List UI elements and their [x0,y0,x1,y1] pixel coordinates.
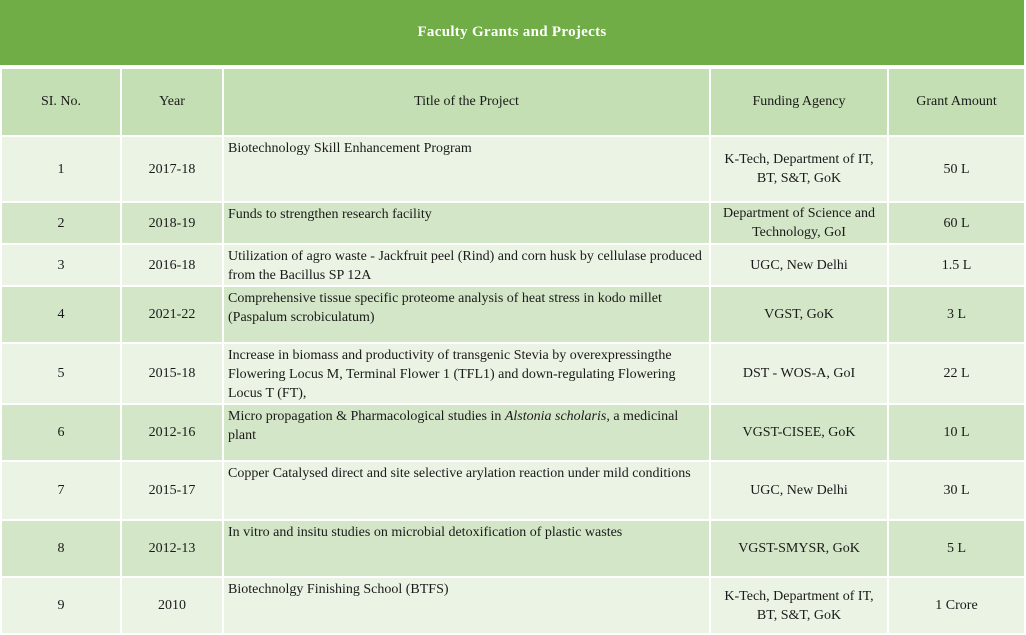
cell-sl-no: 6 [1,404,121,461]
cell-funding-agency: VGST-CISEE, GoK [710,404,888,461]
table-row [1,577,1025,634]
cell-grant-amount: 1 Crore [888,577,1025,634]
table-row [1,136,1025,202]
cell-project-title: Comprehensive tissue specific proteome analysis of heat stress in kodo millet (Paspalum scrobiculatum) [223,286,710,343]
cell-funding-agency: K-Tech, Department of IT, BT, S&T, GoK [710,577,888,634]
cell-grant-amount: 3 L [888,286,1025,343]
header-row [1,68,1025,136]
header-project-title: Title of the Project [223,68,710,136]
cell-sl-no: 5 [1,343,121,404]
cell-grant-amount: 1.5 L [888,244,1025,286]
table-row [1,244,1025,286]
cell-funding-agency: UGC, New Delhi [710,244,888,286]
cell-sl-no: 1 [1,136,121,202]
cell-funding-agency: DST - WOS-A, GoI [710,343,888,404]
cell-sl-no: 9 [1,577,121,634]
table-row [1,461,1025,520]
cell-project-title: Increase in biomass and productivity of transgenic Stevia by overexpressingthe Flowering Locus M, Terminal Flower 1 (TFL1) and down-regulating Flowering Locus T (FT), [223,343,710,404]
cell-sl-no: 7 [1,461,121,520]
cell-grant-amount: 5 L [888,520,1025,577]
cell-funding-agency: UGC, New Delhi [710,461,888,520]
cell-year: 2021-22 [121,286,223,343]
cell-grant-amount: 22 L [888,343,1025,404]
header-grant-amount: Grant Amount [888,68,1025,136]
header-funding-agency: Funding Agency [710,68,888,136]
table-row [1,202,1025,244]
cell-sl-no: 4 [1,286,121,343]
cell-grant-amount: 10 L [888,404,1025,461]
project-title-text: , a medicinal plant [228,409,679,443]
cell-sl-no: 8 [1,520,121,577]
cell-project-title: Biotechnology Skill Enhancement Program [223,136,710,202]
table-row [1,343,1025,404]
cell-project-title: Utilization of agro waste - Jackfruit peel (Rind) and corn husk by cellulase produced from the Bacillus SP 12A [223,244,710,286]
header-year: Year [121,68,223,136]
table-row [1,286,1025,343]
cell-project-title: Biotechnolgy Finishing School (BTFS) [223,577,710,634]
cell-project-title [223,404,710,461]
cell-funding-agency: K-Tech, Department of IT, BT, S&T, GoK [710,136,888,202]
table-title: Faculty Grants and Projects [0,0,1024,67]
cell-project-title: Copper Catalysed direct and site selective arylation reaction under mild conditions [223,461,710,520]
cell-year: 2015-18 [121,343,223,404]
grants-table [0,67,1026,635]
cell-funding-agency: VGST, GoK [710,286,888,343]
cell-project-title: Funds to strengthen research facility [223,202,710,244]
cell-year: 2015-17 [121,461,223,520]
cell-year: 2016-18 [121,244,223,286]
cell-year: 2012-13 [121,520,223,577]
cell-grant-amount: 30 L [888,461,1025,520]
cell-sl-no: 3 [1,244,121,286]
table-row [1,404,1025,461]
cell-grant-amount: 50 L [888,136,1025,202]
table-row [1,520,1025,577]
project-title-text: Micro propagation & Pharmacological studies in [228,409,505,424]
header-sl-no: SI. No. [1,68,121,136]
cell-funding-agency: VGST-SMYSR, GoK [710,520,888,577]
species-name: Alstonia scholaris [504,409,607,424]
cell-year: 2018-19 [121,202,223,244]
cell-year: 2010 [121,577,223,634]
cell-funding-agency: Department of Science and Technology, GoI [710,202,888,244]
cell-sl-no: 2 [1,202,121,244]
cell-year: 2017-18 [121,136,223,202]
cell-grant-amount: 60 L [888,202,1025,244]
cell-year: 2012-16 [121,404,223,461]
cell-project-title: In vitro and insitu studies on microbial detoxification of plastic wastes [223,520,710,577]
